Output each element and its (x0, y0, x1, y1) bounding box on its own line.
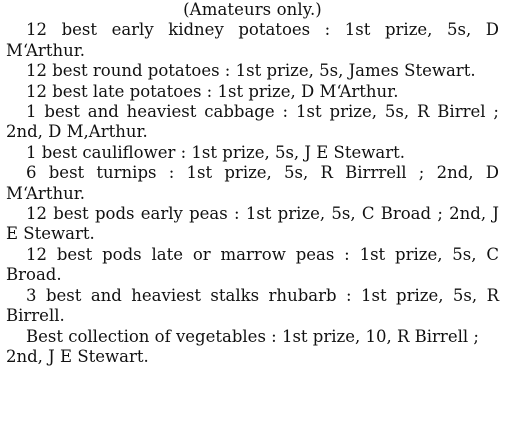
prize-entry-vegetable-collection: Best collection of vegetables : 1st prize, 10, R Birrell ; 2nd, J E Stewart. (6, 326, 479, 366)
prize-entry-cauliflower: 1 best cauliflower : 1st prize, 5s, J E Stewart. (26, 142, 405, 162)
prize-entry-early-kidney-potatoes: 12 best early kidney potatoes : 1st prize, 5s, D M‘Arthur. (6, 20, 499, 60)
section-heading: (Amateurs only.) (183, 0, 322, 19)
prize-entry-cabbage: 1 best and heaviest cabbage : 1st prize, 5s, R Birrel ; 2nd, D M,Arthur. (6, 102, 499, 142)
prize-entry-turnips: 6 best turnips : 1st prize, 5s, R Birrrell ; 2nd, D M‘Arthur. (6, 163, 499, 203)
prize-entry-late-peas: 12 best pods late or marrow peas : 1st prize, 5s, C Broad. (6, 244, 499, 285)
prize-entry-rhubarb: 3 best and heaviest stalks rhubarb : 1st prize, 5s, R Birrell. (6, 285, 499, 326)
prize-entry-late-potatoes: 12 best late potatoes : 1st prize, D M‘Arthur. (26, 81, 399, 101)
prize-entry-round-potatoes: 12 best round potatoes : 1st prize, 5s, James Stewart. (26, 61, 476, 81)
prize-entry-early-peas: 12 best pods early peas : 1st prize, 5s, C Broad ; 2nd, J E Stewart. (6, 204, 499, 244)
